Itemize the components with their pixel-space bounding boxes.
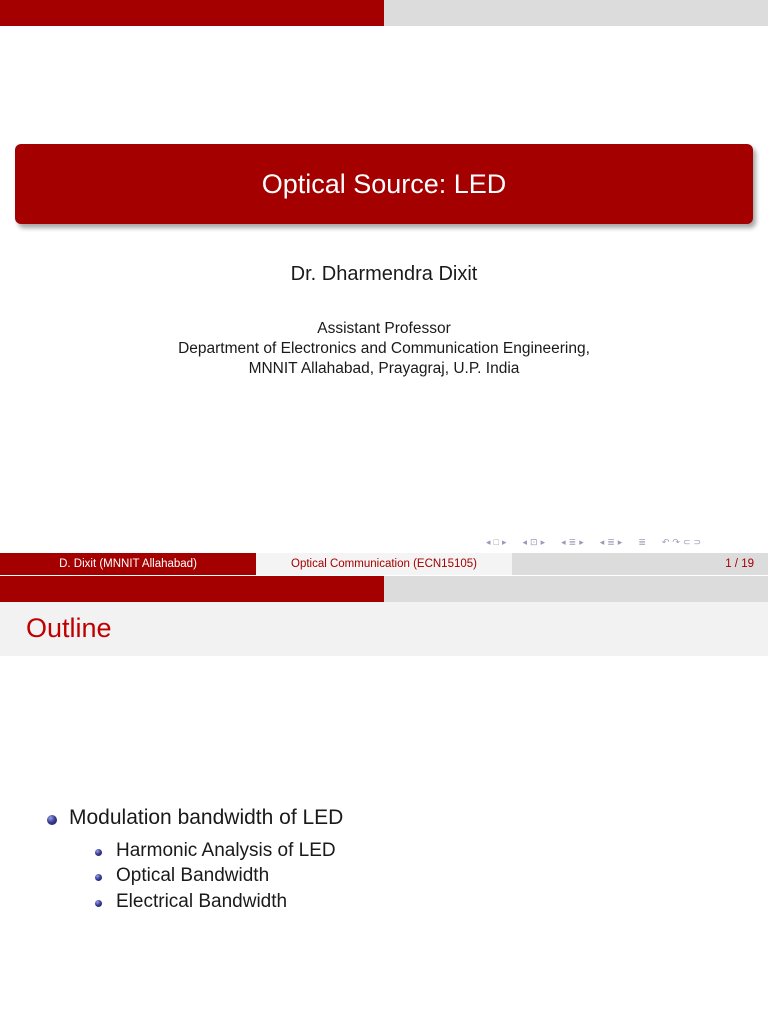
footline [0, 553, 768, 575]
nav-next-frame-icon[interactable]: ▸ [540, 536, 546, 547]
nav-search-icon[interactable]: ⊂ [682, 536, 691, 547]
nav-document-icon[interactable]: ≣ [638, 536, 646, 547]
outline-item-label: Modulation bandwidth of LED [69, 806, 344, 829]
nav-slide-icon[interactable]: □ [493, 537, 499, 547]
nav-next-section-icon[interactable]: ▸ [617, 536, 623, 547]
nav-prev-slide-icon[interactable]: ◂ [486, 536, 491, 547]
nav-back-icon[interactable]: ↶ [661, 536, 670, 547]
header-bar-gray [384, 576, 768, 602]
header-bar-gray [384, 0, 768, 26]
bullet-ball-icon [95, 900, 102, 907]
header-bar-red [0, 576, 384, 602]
footer-course-title: Optical Communication (ECN15105) [256, 553, 512, 575]
beamer-navigation-symbols [486, 535, 766, 549]
institute-line: MNNIT Allahabad, Prayagraj, U.P. India [248, 360, 520, 377]
author-name: Dr. Dharmendra Dixit [290, 263, 478, 285]
nav-prev-frame-icon[interactable]: ◂ [522, 536, 528, 547]
nav-subsection-icon[interactable]: ≣ [568, 536, 577, 547]
frame-title-bar [0, 602, 768, 656]
bullet-ball-icon [47, 815, 57, 825]
nav-prev-section-icon[interactable]: ◂ [599, 536, 605, 547]
institute-line: Assistant Professor [317, 320, 451, 337]
nav-next-subsection-icon[interactable]: ▸ [579, 536, 584, 547]
frame-title: Outline [26, 613, 112, 643]
nav-search-end-icon[interactable]: ⊃ [693, 536, 702, 547]
institute-line: Department of Electronics and Communication Engineering, [178, 340, 590, 357]
presentation-title-text: Optical Source: LED [261, 168, 507, 199]
header-bar [0, 0, 768, 26]
institute-block [0, 319, 768, 379]
bullet-ball-icon [95, 849, 102, 856]
bullet-ball-icon [95, 874, 102, 881]
outline-subitem-label: Optical Bandwidth [116, 865, 270, 886]
outline-subitem-label: Electrical Bandwidth [116, 891, 288, 912]
header-bar [0, 576, 768, 602]
nav-forward-icon[interactable]: ↷ [672, 536, 680, 547]
nav-prev-subsection-icon[interactable]: ◂ [561, 536, 566, 547]
nav-next-slide-icon[interactable]: ▸ [501, 536, 507, 547]
outline-slide [0, 576, 768, 1024]
footer-page-number: 1 / 19 [512, 553, 768, 575]
nav-section-icon[interactable]: ≣ [607, 536, 615, 547]
footer-author: D. Dixit (MNNIT Allahabad) [0, 553, 256, 575]
presentation-title [15, 144, 753, 224]
nav-frame-icon[interactable]: ⊡ [530, 536, 538, 547]
outline-subitem-label: Harmonic Analysis of LED [116, 840, 336, 861]
header-bar-red [0, 0, 384, 26]
